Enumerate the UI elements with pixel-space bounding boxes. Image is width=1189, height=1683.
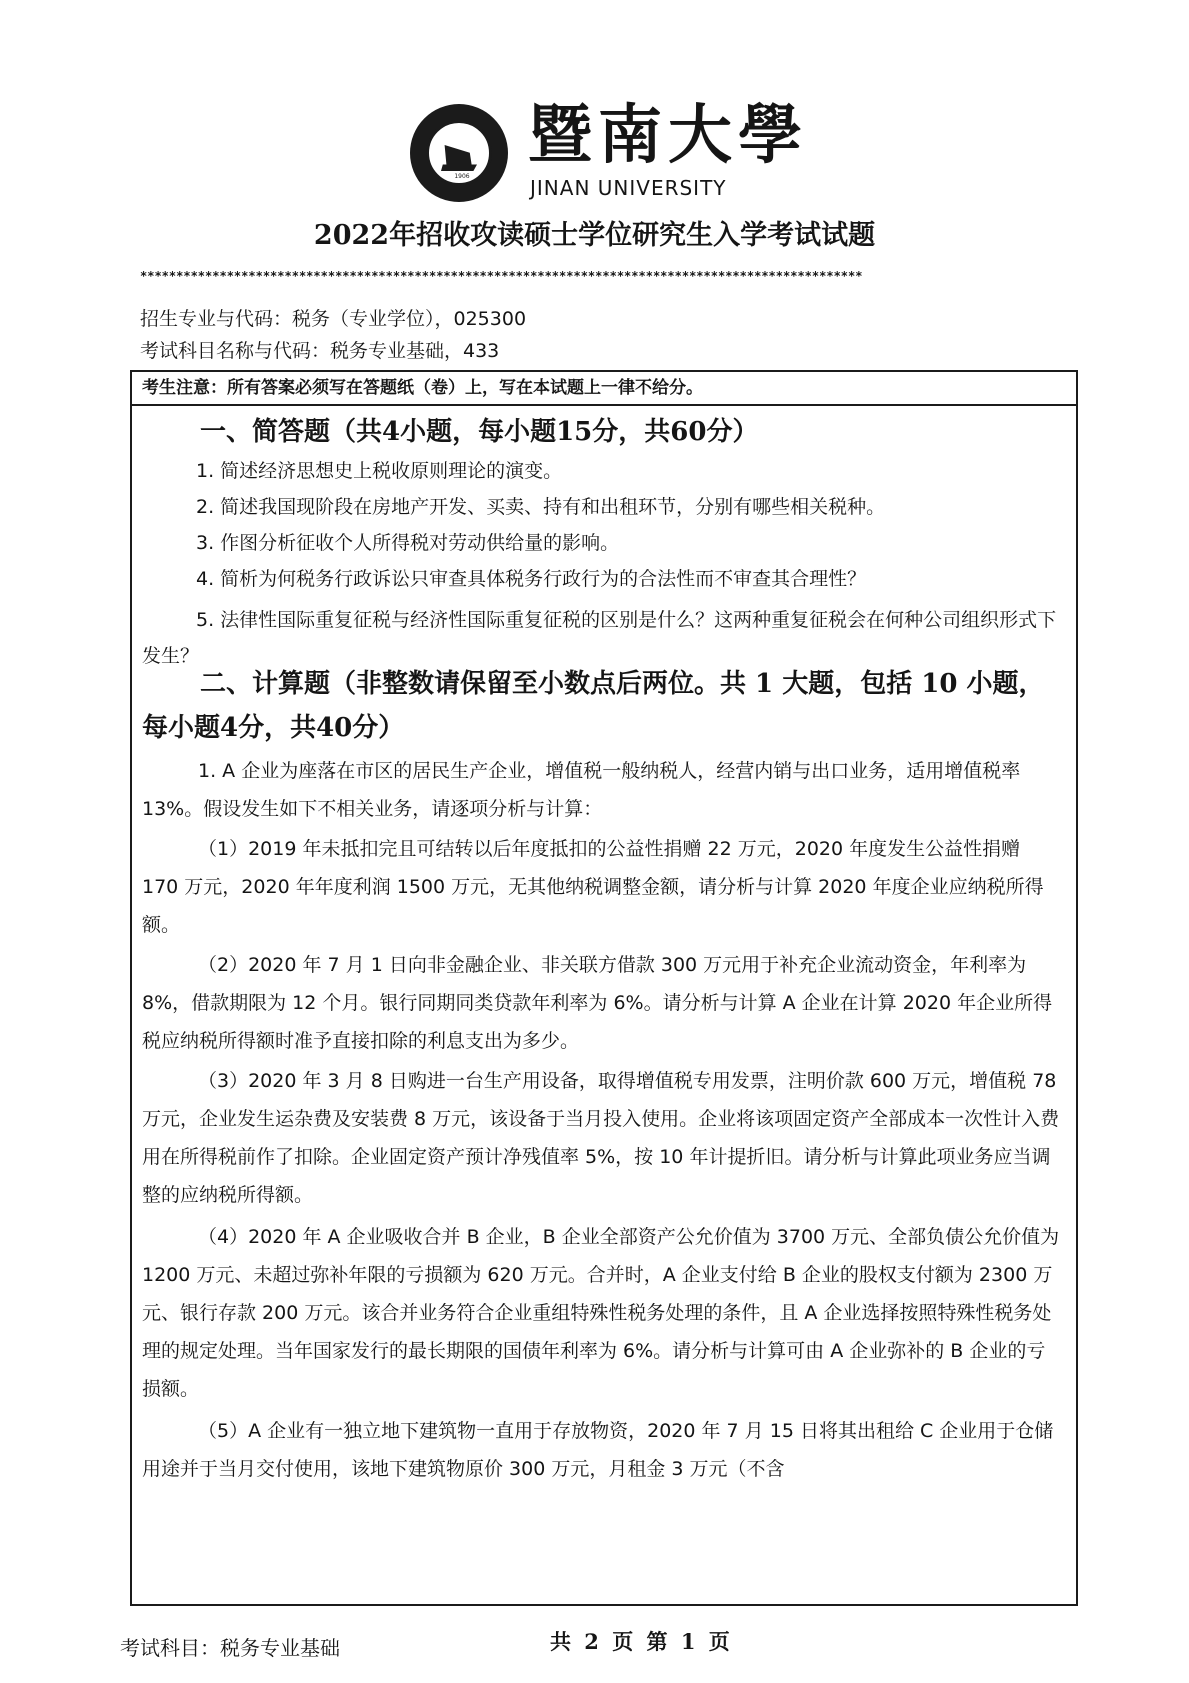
sub-question: （2）2020 年 7 月 1 日向非金融企业、非关联方借款 300 万元用于补充企业流动资金，年利率为 8%，借款期限为 12 个月。银行同期同类贷款年利率为 6%。请分析与计算 A 企业在计算 2020 年企业所得税应纳税所得额时准予直接扣除的利息支出为多少。	[142, 954, 1053, 1052]
boat-emblem-icon	[441, 145, 477, 171]
subject-code: 考试科目名称与代码：税务专业基础，433	[140, 340, 500, 362]
sub-question: （1）2019 年未抵扣完且可结转以后年度抵扣的公益性捐赠 22 万元，2020 年度发生公益性捐赠 170 万元，2020 年年度利润 1500 万元，无其他纳税调整金额，请分析与计算 2020 年度企业应纳税所得额。	[142, 838, 1044, 936]
page-number: 共 2 页 第 1 页	[550, 1629, 733, 1654]
question-item: 1. 简述经济思想史上税收原则理论的演变。	[196, 460, 563, 482]
question-item: 2. 简述我国现阶段在房地产开发、买卖、持有和出租环节，分别有哪些相关税种。	[196, 496, 886, 518]
sub-question: （4）2020 年 A 企业吸收合并 B 企业，B 企业全部资产公允价值为 3700 万元、全部负债公允价值为 1200 万元、未超过弥补年限的亏损额为 620 万元。合并时，A 企业支付给 B 企业的股权支付额为 2300 万元、银行存款 200 万元。该合并业务符合企业重组特殊性税务处理的条件，且 A 企业选择按照特殊性税务处理的规定处理。当年国家发行的最长期限的国债年利率为 6%。请分析与计算可由 A 企业弥补的 B 企业的亏损额。	[142, 1226, 1060, 1400]
question-item: 5. 法律性国际重复征税与经济性国际重复征税的区别是什么？这两种重复征税会在何种公司组织形式下发生？	[142, 609, 1057, 667]
exam-notice: 考生注意：所有答案必须写在答题纸（卷）上，写在本试题上一律不给分。	[132, 372, 1076, 406]
sub-question: （5）A 企业有一独立地下建筑物一直用于存放物资，2020 年 7 月 15 日将其出租给 C 企业用于仓储用途并于当月交付使用，该地下建筑物原价 300 万元，月租金 3 万元（不含	[142, 1420, 1054, 1480]
letterhead	[0, 96, 1189, 216]
footer-subject: 考试科目：税务专业基础	[120, 1636, 340, 1660]
question-item: 4. 简析为何税务行政诉讼只审查具体税务行政行为的合法性而不审查其合理性？	[196, 568, 867, 590]
university-seal-icon	[410, 104, 508, 202]
seal-year: 1906	[454, 173, 470, 180]
university-name-en: JINAN UNIVERSITY	[530, 176, 727, 200]
section-1-title: 一、简答题（共4小题，每小题15分，共60分）	[200, 417, 759, 447]
exam-title: 2022年招收攻读硕士学位研究生入学考试试题	[313, 220, 876, 251]
problem-intro: 1. A 企业为座落在市区的居民生产企业，增值税一般纳税人，经营内销与出口业务，适用增值税率 13%。假设发生如下不相关业务，请逐项分析与计算：	[142, 760, 1021, 820]
separator-line: ****************************************************************************************************	[140, 269, 863, 283]
question-frame	[130, 370, 1078, 1606]
question-item: 3. 作图分析征收个人所得税对劳动供给量的影响。	[196, 532, 620, 554]
major-code: 招生专业与代码：税务（专业学位），025300	[140, 308, 527, 330]
sub-question: （3）2020 年 3 月 8 日购进一台生产用设备，取得增值税专用发票，注明价款 600 万元，增值税 78 万元，企业发生运杂费及安装费 8 万元，该设备于当月投入使用。企业将该项固定资产全部成本一次性计入费用在所得税前作了扣除。企业固定资产预计净残值率 5%，按 10 年计提折旧。请分析与计算此项业务应当调整的应纳税所得额。	[142, 1070, 1060, 1206]
section-2-title: 二、计算题（非整数请保留至小数点后两位。共 1 大题，包括 10 小题，每小题4分，共40分）	[142, 669, 1045, 743]
university-name-cn: 暨南大學	[528, 98, 808, 173]
